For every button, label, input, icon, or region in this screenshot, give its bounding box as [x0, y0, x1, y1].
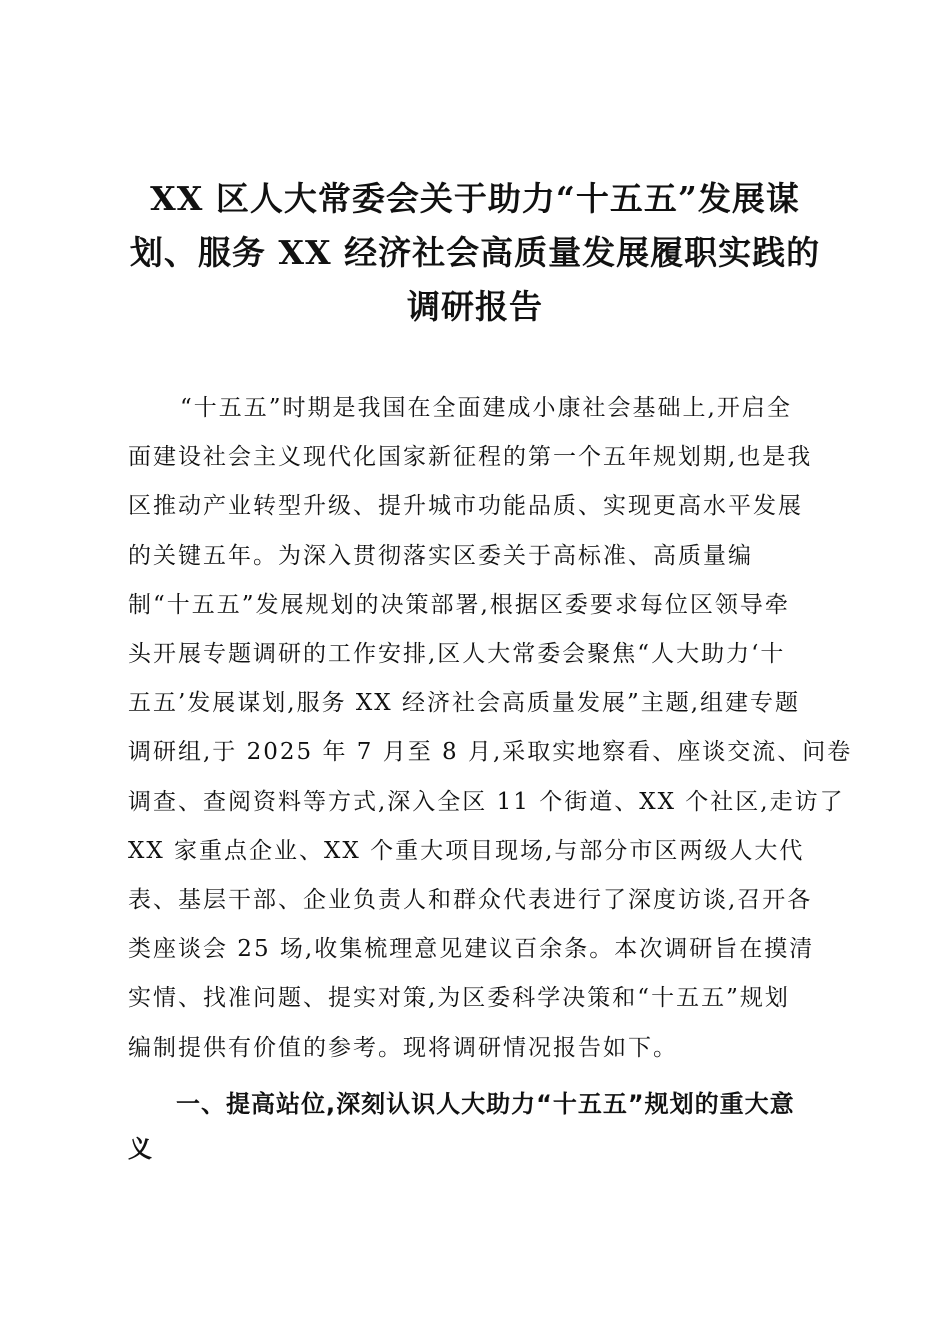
paragraph-line: 区推动产业转型升级、提升城市功能品质、实现更高水平发展	[128, 493, 803, 520]
heading-line: 义	[128, 1135, 153, 1163]
paragraph-line: 调研组,于 2025 年 7 月至 8 月,采取实地察看、座谈交流、问卷	[128, 739, 853, 766]
document-title	[110, 172, 840, 334]
paragraph-line: 表、基层干部、企业负责人和群众代表进行了深度访谈,召开各	[128, 887, 813, 914]
paragraph-line: “十五五”时期是我国在全面建成小康社会基础上,开启全	[180, 395, 792, 421]
paragraph-line: 的关键五年。为深入贯彻落实区委关于高标准、高质量编	[128, 542, 753, 569]
paragraph-line: XX 家重点企业、XX 个重大项目现场,与部分市区两级人大代	[128, 837, 805, 864]
paragraph-line: 面建设社会主义现代化国家新征程的第一个五年规划期,也是我	[128, 444, 813, 471]
paragraph-line: 制“十五五”发展规划的决策部署,根据区委要求每位区领导牵	[128, 591, 790, 618]
paragraph-line: 调查、查阅资料等方式,深入全区 11 个街道、XX 个社区,走访了	[128, 788, 845, 815]
heading-line: 一、提高站位,深刻认识人大助力“十五五”规划的重大意	[176, 1090, 795, 1118]
title-line: 调研报告	[407, 287, 543, 326]
section-heading	[128, 1082, 828, 1172]
title-line: XX 区人大常委会关于助力“十五五”发展谋	[150, 179, 800, 218]
paragraph-line: 实情、找准问题、提实对策,为区委科学决策和“十五五”规划	[128, 985, 790, 1012]
intro-paragraph	[128, 384, 853, 1073]
paragraph-line: 类座谈会 25 场,收集梳理意见建议百余条。本次调研旨在摸清	[128, 936, 815, 963]
paragraph-line: 五五’发展谋划,服务 XX 经济社会高质量发展”主题,组建专题	[128, 690, 801, 717]
title-line: 划、服务 XX 经济社会高质量发展履职实践的	[129, 233, 821, 272]
paragraph-line: 编制提供有价值的参考。现将调研情况报告如下。	[128, 1034, 678, 1061]
paragraph-line: 头开展专题调研的工作安排,区人大常委会聚焦“人大助力‘十	[128, 641, 786, 668]
